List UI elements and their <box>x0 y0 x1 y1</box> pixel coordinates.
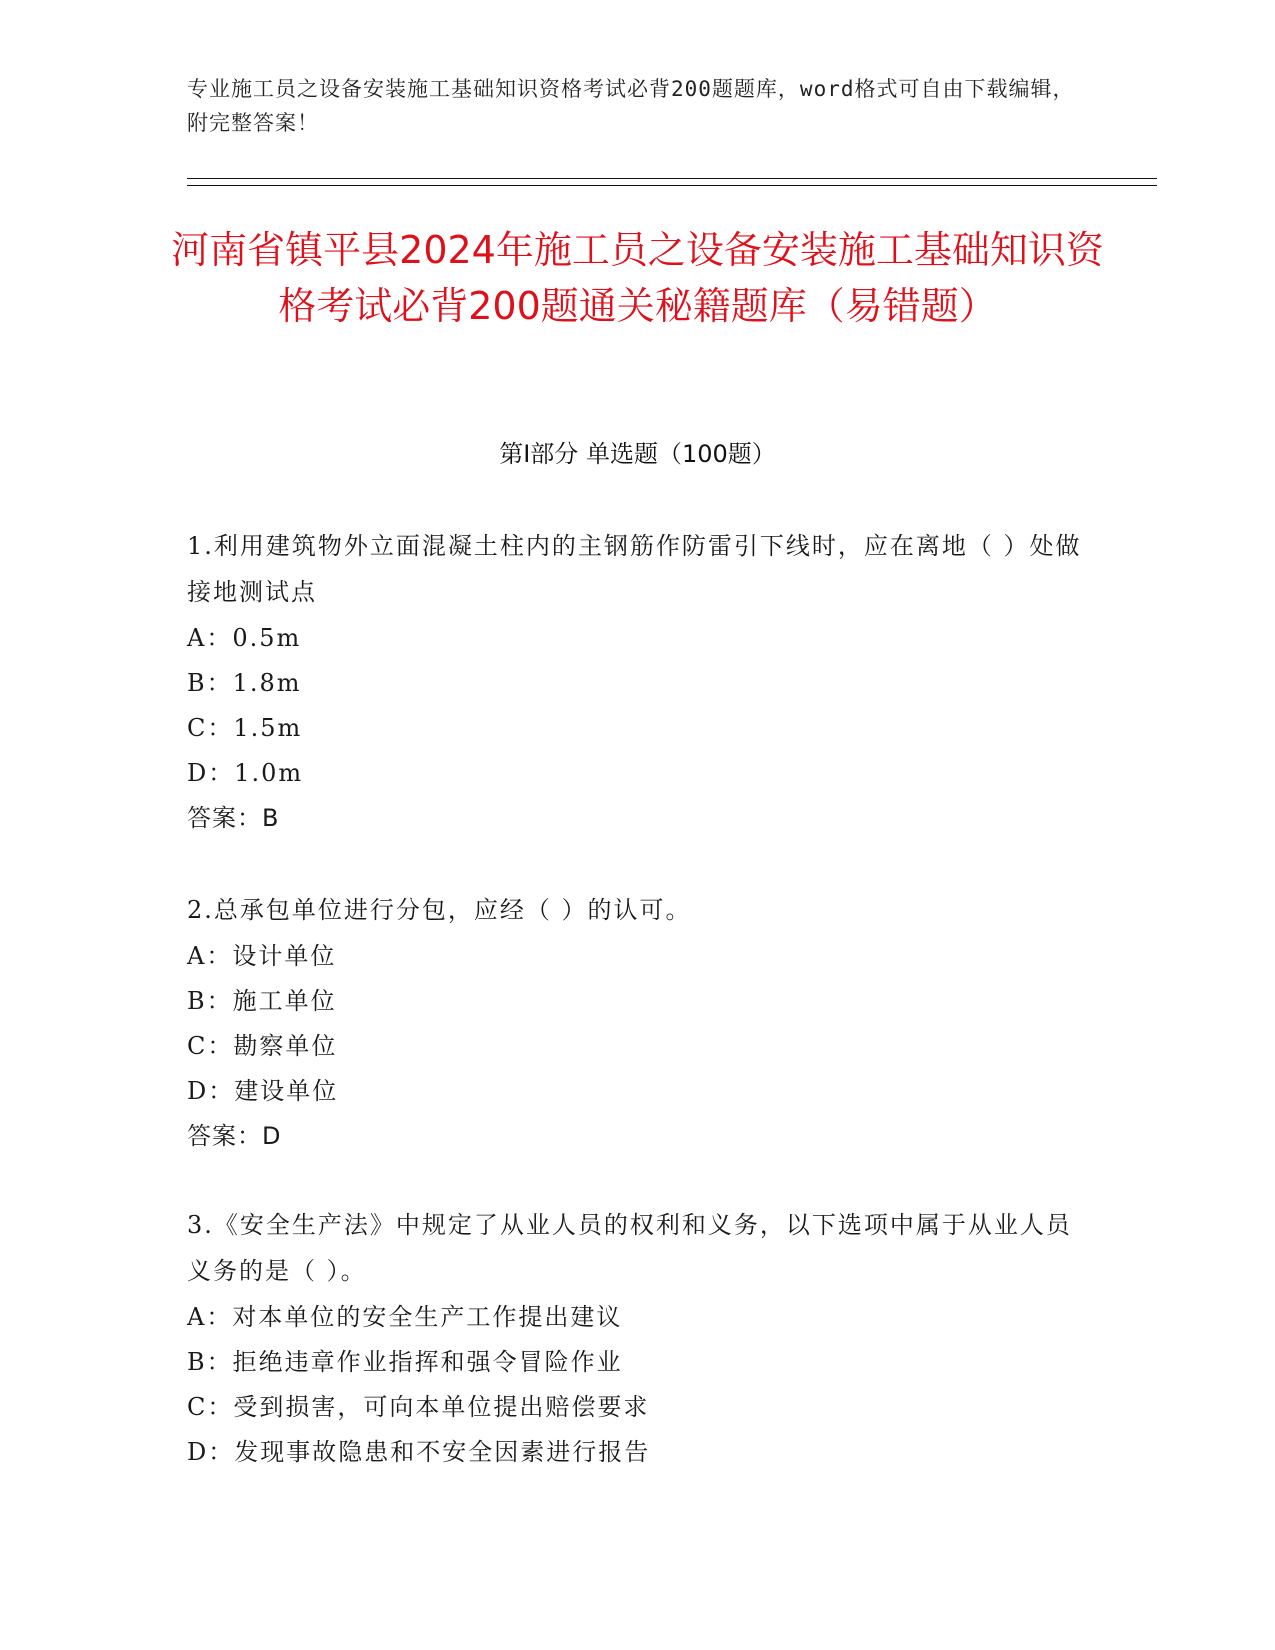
option-b: B：1.8m <box>187 669 302 697</box>
document-title: 河南省镇平县2024年施工员之设备安装施工基础知识资格考试必背200题通关秘籍题库（易错题） <box>171 228 1104 328</box>
answer-line: 答案：D <box>187 1122 282 1150</box>
option-c: C：1.5m <box>187 714 303 742</box>
answer-line: 答案：B <box>187 804 280 832</box>
option-a: A：对本单位的安全生产工作提出建议 <box>187 1303 623 1331</box>
option-d: D：1.0m <box>187 759 304 787</box>
question-stem: 2.总承包单位进行分包，应经（ ）的认可。 <box>187 896 692 924</box>
option-b: B：施工单位 <box>187 987 337 1015</box>
question-stem: 1.利用建筑物外立面混凝土柱内的主钢筋作防雷引下线时，应在离地（ ）处做接地测试点 <box>187 532 1082 606</box>
option-c: C：勘察单位 <box>187 1032 338 1060</box>
question-1 <box>187 523 1087 840</box>
section-heading: 第Ⅰ部分 单选题（100题） <box>499 440 776 468</box>
option-a: A：设计单位 <box>187 942 337 970</box>
header-divider-top <box>187 178 1157 179</box>
header-divider-bottom <box>187 185 1157 186</box>
question-3 <box>187 1202 1087 1474</box>
question-stem: 3.《安全生产法》中规定了从业人员的权利和义务，以下选项中属于从业人员义务的是（ ）。 <box>187 1211 1072 1285</box>
option-d: D：发现事故隐患和不安全因素进行报告 <box>187 1438 651 1466</box>
option-c: C：受到损害，可向本单位提出赔偿要求 <box>187 1393 650 1421</box>
option-d: D：建设单位 <box>187 1077 339 1105</box>
header-note: 专业施工员之设备安装施工基础知识资格考试必背200题题库，word格式可自由下载编辑，附完整答案！ <box>187 77 1075 135</box>
option-b: B：拒绝违章作业指挥和强令冒险作业 <box>187 1348 623 1376</box>
option-a: A：0.5m <box>187 624 302 652</box>
question-2 <box>187 887 1087 1158</box>
